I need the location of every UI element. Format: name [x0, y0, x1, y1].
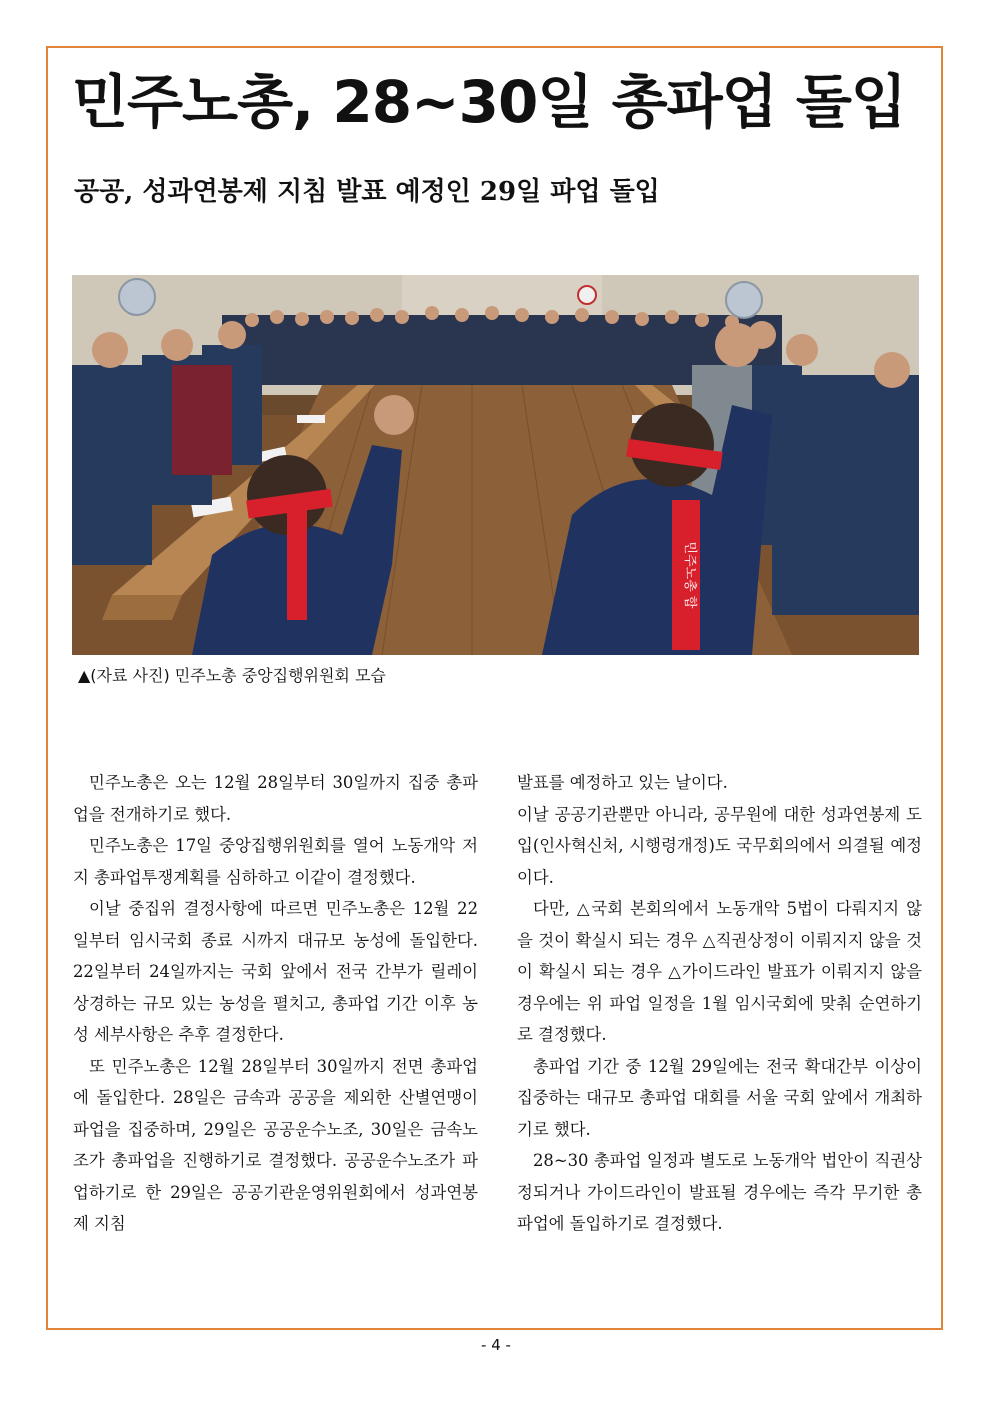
paragraph: 또 민주노총은 12월 28일부터 30일까지 전면 총파업에 돌입한다. 28일은 금속과 공공을 제외한 산별연맹이 파업을 집중하며, 29일은 공공운수노조, 30일은 금속노조가 총파업을 진행하기로 결정했다. 공공운수노조가 파업하기로 한 29일은 공공기관운영위원회에서 성과연봉제 지침 — [73, 1056, 478, 1233]
paragraph: 민주노총은 17일 중앙집행위원회를 열어 노동개악 저지 총파업투쟁계획를 심하하고 이같이 결정했다. — [73, 836, 478, 887]
article-right-column — [517, 767, 922, 1240]
paragraph: 다만, △국회 본회의에서 노동개악 5법이 다뤄지지 않을 것이 확실시 되는 경우 △직권상정이 이뤄지지 않을 것이 확실시 되는 경우 △가이드라인 발표가 이뤄지지 않을 경우에는 위 파업 일정을 1월 임시국회에 맞춰 순연하기로 결정했다. — [517, 899, 922, 1044]
paragraph: 총파업 기간 중 12월 29일에는 전국 확대간부 이상이 집중하는 대규모 총파업 대회를 서울 국회 앞에서 개최하기로 했다. — [517, 1056, 922, 1139]
headline: 민주노총, 28~30일 총파업 돌입 — [72, 68, 906, 136]
article-left-column — [73, 767, 478, 1240]
news-photo — [72, 275, 919, 655]
banner-text: 민주노총 합 — [682, 541, 697, 609]
paragraph: 28~30 총파업 일정과 별도로 노동개악 법안이 직권상정되거나 가이드라인이 발표될 경우에는 즉각 무기한 총파업에 돌입하기로 결정했다. — [517, 1151, 922, 1233]
paragraph: 민주노총은 오는 12월 28일부터 30일까지 집중 총파업을 전개하기로 했다. — [73, 773, 478, 824]
paragraph: 이날 중집위 결정사항에 따르면 민주노총은 12월 22일부터 임시국회 종료 시까지 대규모 농성에 돌입한다. 22일부터 24일까지는 국회 앞에서 전국 간부가 릴레이 상경하는 규모 있는 농성을 펼치고, 총파업 기간 이후 농성 세부사항은 추후 결정한다. — [73, 899, 478, 1044]
paragraph: 발표를 예정하고 있는 날이다. — [517, 773, 728, 792]
paragraph: 이날 공공기관뿐만 아니라, 공무원에 대한 성과연봉제 도입(인사혁신처, 시행령개정)도 국무회의에서 의결될 예정이다. — [517, 804, 922, 887]
page-number: - 4 - — [481, 1336, 511, 1354]
subheadline: 공공, 성과연봉제 지침 발표 예정인 29일 파업 돌입 — [74, 177, 660, 207]
photo-caption: ▲(자료 사진) 민주노총 중앙집행위원회 모습 — [78, 666, 386, 685]
